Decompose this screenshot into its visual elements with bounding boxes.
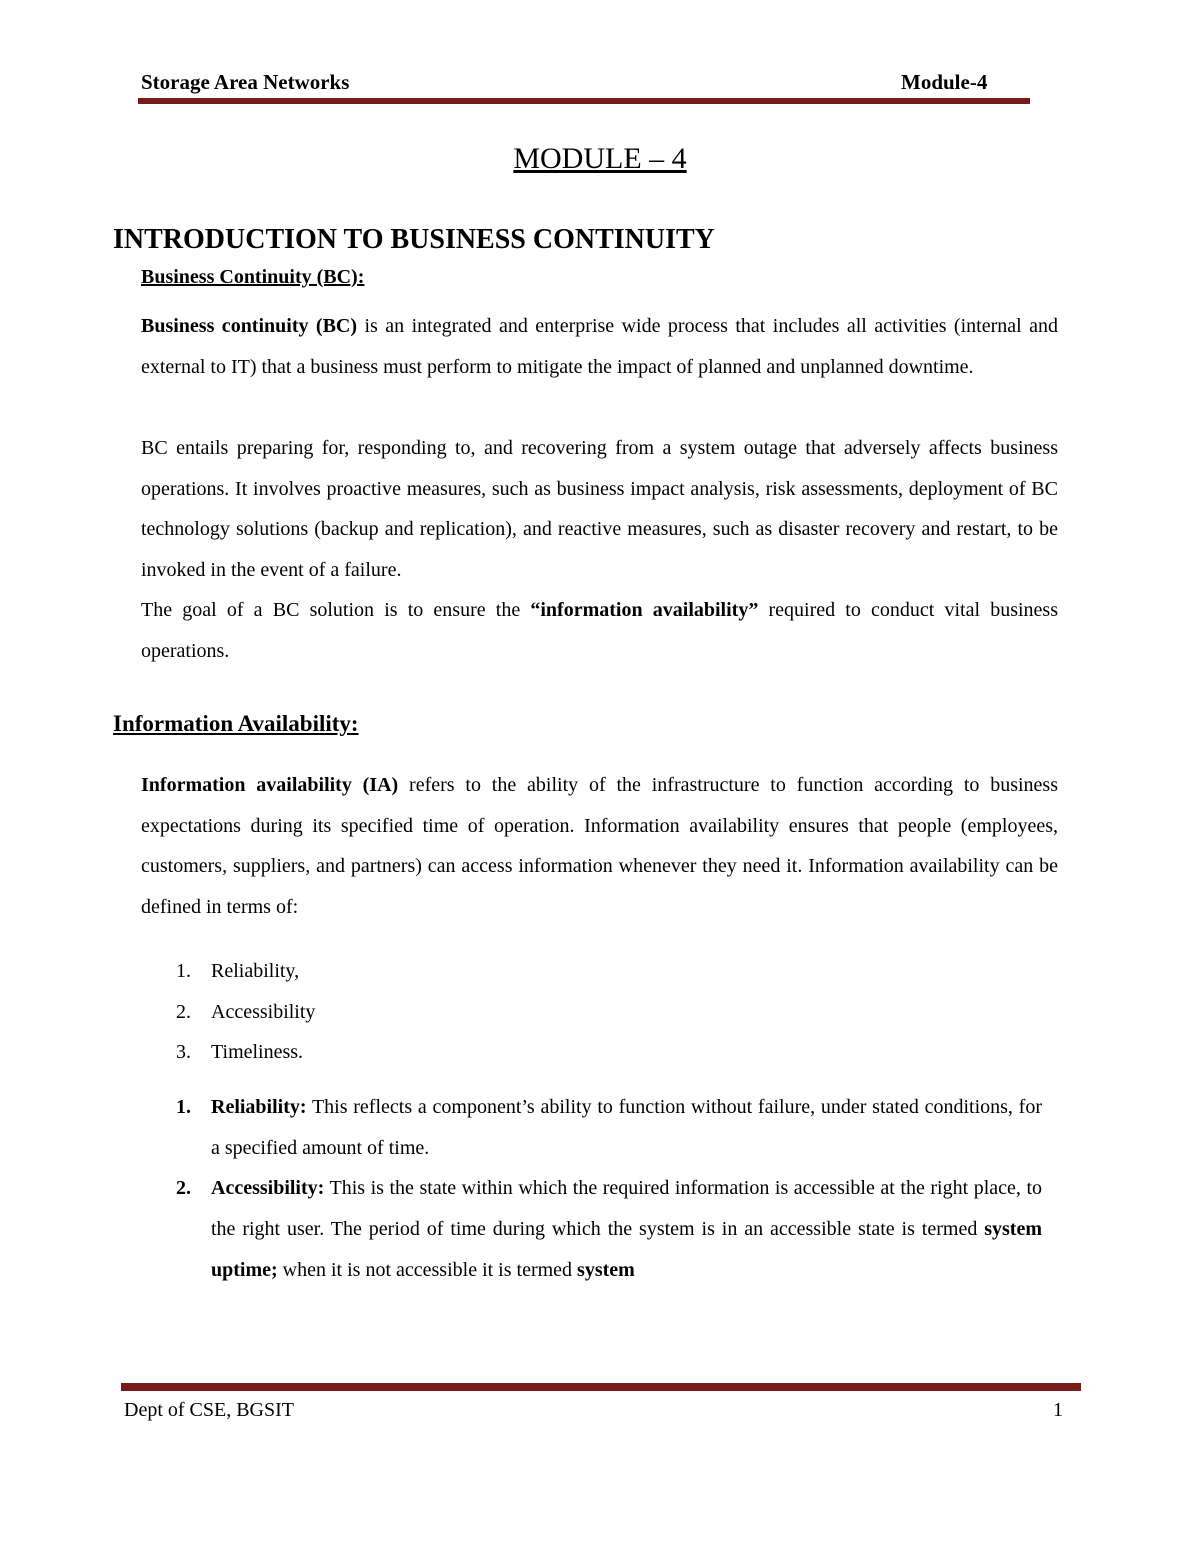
- header-module-label: Module-4: [901, 70, 988, 94]
- list-item-text: Reliability,: [211, 960, 300, 982]
- list-item-text: Accessibility: [211, 1000, 316, 1023]
- definition-item-accessibility: [176, 1168, 1042, 1290]
- bc-definition-text: is an integrated and enterprise wide process that includes all activities (internal and external to IT) that a business must perform to mitigate the impact of planned and unplanned downtime.: [141, 315, 1058, 378]
- bc-paragraph-definition: [141, 306, 1058, 387]
- definition-number: 1.: [176, 1096, 191, 1118]
- bc-goal-before: The goal of a BC solution is to ensure the: [141, 599, 531, 621]
- definition-text-middle: when it is not accessible it is termed: [277, 1258, 578, 1281]
- bc-paragraph-goal: [141, 590, 1058, 671]
- bc-bold-term: Business continuity (BC): [141, 315, 358, 337]
- list-item-number: 3.: [176, 1041, 191, 1064]
- ia-bold-term: Information availability (IA): [141, 774, 399, 796]
- definition-bold-system: system: [577, 1258, 635, 1281]
- list-item-text: Timeliness.: [211, 1041, 304, 1064]
- definition-bold-uptime: system uptime;: [211, 1218, 1042, 1281]
- definition-item-reliability: [176, 1087, 1042, 1168]
- ia-paragraph-definition: [141, 765, 1058, 928]
- page-title: MODULE – 4: [513, 142, 687, 175]
- ia-definitions-list: [176, 1087, 1042, 1291]
- ia-heading: Information Availability:: [113, 711, 359, 736]
- footer-department: Dept of CSE, BGSIT: [124, 1399, 294, 1421]
- bc-paragraph-entails: BC entails preparing for, responding to, and recovering from a system outage that adversely affects business operations. It involves proactive measures, such as business impact analysis, risk assessments, deployment of BC technology solutions (backup and replication), and reactive measures, such as disaster recovery and restart, to be invoked in the event of a failure.: [141, 437, 1058, 582]
- bc-goal-bold: “information availability”: [530, 599, 759, 621]
- list-item-number: 1.: [176, 960, 191, 982]
- footer-rule: [121, 1383, 1081, 1391]
- definition-term: Accessibility:: [211, 1177, 325, 1200]
- list-item: [176, 1032, 315, 1073]
- bc-goal-after: required to conduct vital business operations.: [141, 599, 1058, 662]
- bc-subheading: Business Continuity (BC):: [141, 266, 365, 288]
- definition-text-before: This is the state within which the required information is accessible at the right place, to the right user. The period of time during which the system is in an accessible state is termed: [211, 1177, 1042, 1241]
- list-item-number: 2.: [176, 1000, 191, 1023]
- section-heading: INTRODUCTION TO BUSINESS CONTINUITY: [113, 224, 715, 255]
- list-item: [176, 992, 315, 1033]
- header-rule: [138, 98, 1030, 104]
- definition-number: 2.: [176, 1177, 191, 1200]
- footer-page-number: 1: [1053, 1399, 1063, 1421]
- ia-terms-list: [176, 951, 315, 1073]
- list-item: [176, 951, 315, 992]
- ia-definition-text: refers to the ability of the infrastructure to function according to business expectations during its specified time of operation. Information availability ensures that people (employees, customers, suppliers, and partners) can access information whenever they need it. Information availability can be defined in terms of:: [141, 774, 1058, 919]
- header-course-title: Storage Area Networks: [141, 70, 350, 94]
- definition-text: This reflects a component’s ability to function without failure, under stated conditions, for a specified amount of time.: [211, 1096, 1042, 1159]
- definition-term: Reliability:: [211, 1096, 307, 1118]
